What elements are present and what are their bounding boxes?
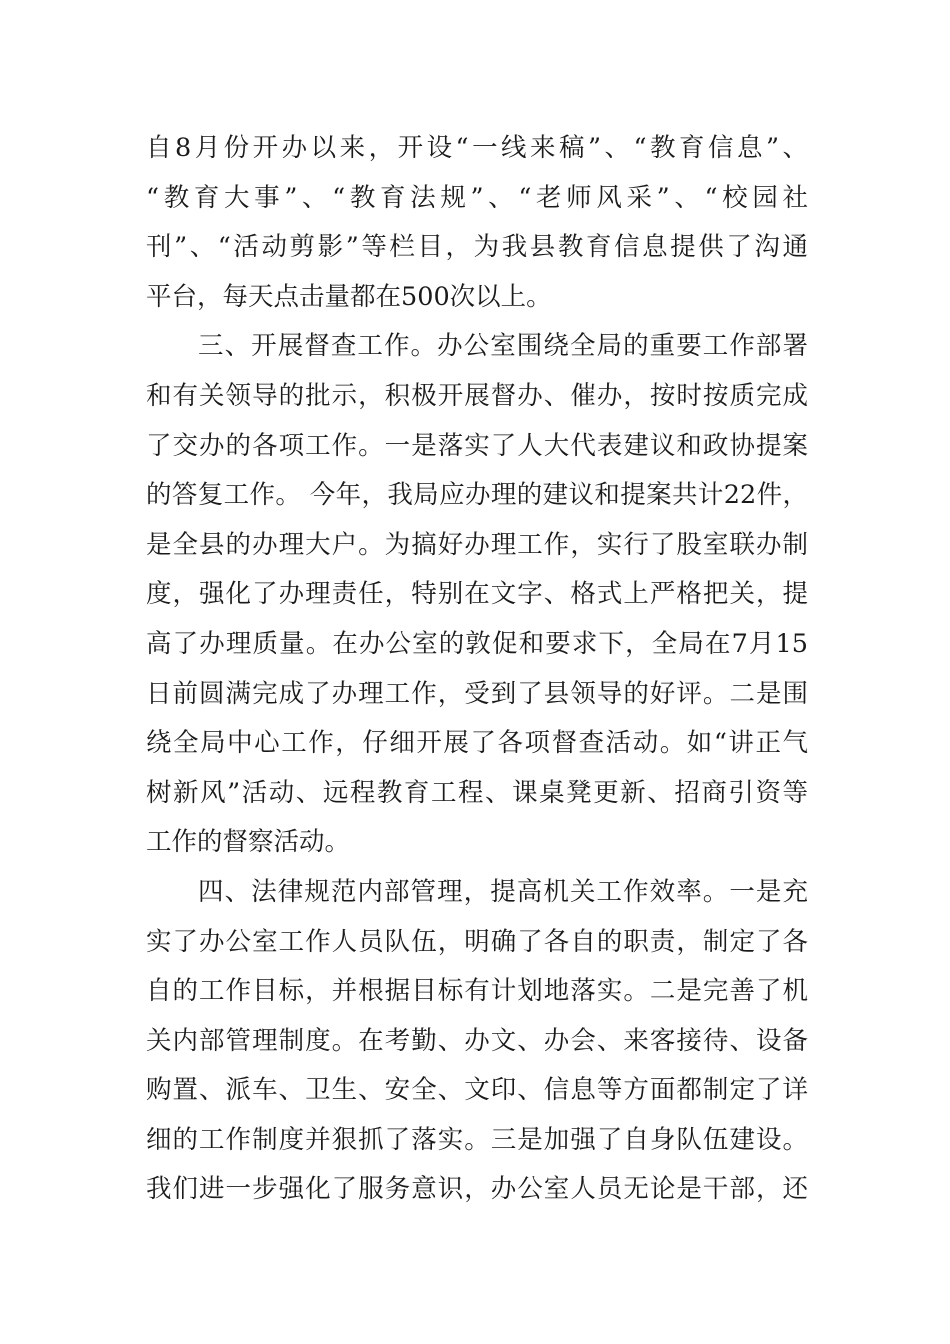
text-line: 我们进一步强化了服务意识，办公室人员无论是干部，还: [146, 1174, 808, 1205]
text-line: 四、法律规范内部管理，提高机关工作效率。一是充: [198, 876, 808, 907]
text-line: 实了办公室工作人员队伍，明确了各自的职责，制定了各: [146, 926, 808, 957]
text-line: 关内部管理制度。在考勤、办文、办会、来客接待、设备: [146, 1025, 808, 1056]
text-line: 了交办的各项工作。一是落实了人大代表建议和政协提案: [146, 430, 808, 461]
text-line: 细的工作制度并狠抓了落实。三是加强了自身队伍建设。: [146, 1124, 808, 1155]
text-line: 三、开展督查工作。办公室围绕全局的重要工作部署: [198, 331, 808, 362]
text-line: 高了办理质量。在办公室的敦促和要求下，全局在7月15: [146, 628, 808, 659]
text-line: 和有关领导的批示，积极开展督办、催办，按时按质完成: [146, 380, 808, 411]
text-line: 是全县的办理大户。为搞好办理工作，实行了股室联办制: [146, 529, 808, 560]
text-line: 自的工作目标，并根据目标有计划地落实。二是完善了机: [146, 976, 808, 1007]
text-line: 日前圆满完成了办理工作，受到了县领导的好评。二是围: [146, 678, 808, 709]
text-line: 绕全局中心工作，仔细开展了各项督查活动。如“讲正气: [146, 728, 808, 759]
document-body: [146, 124, 808, 1215]
text-line: 工作的督察活动。: [146, 827, 351, 858]
text-line: 的答复工作。 今年，我局应办理的建议和提案共计22件，: [146, 480, 808, 511]
text-line: 自8月份开办以来，开设“一线来稿”、“教育信息”、: [146, 133, 808, 163]
text-line: “教育大事”、“教育法规”、“老师风采”、“校园社: [146, 182, 808, 213]
text-line: 购置、派车、卫生、安全、文印、信息等方面都制定了详: [146, 1075, 808, 1106]
text-line: 平台，每天点击量都在500次以上。: [146, 281, 552, 312]
text-line: 度，强化了办理责任，特别在文字、格式上严格把关，提: [146, 579, 808, 610]
text-line: 树新风”活动、远程教育工程、课桌凳更新、招商引资等: [146, 777, 808, 808]
text-line: 刊”、“活动剪影”等栏目，为我县教育信息提供了沟通: [146, 232, 808, 263]
